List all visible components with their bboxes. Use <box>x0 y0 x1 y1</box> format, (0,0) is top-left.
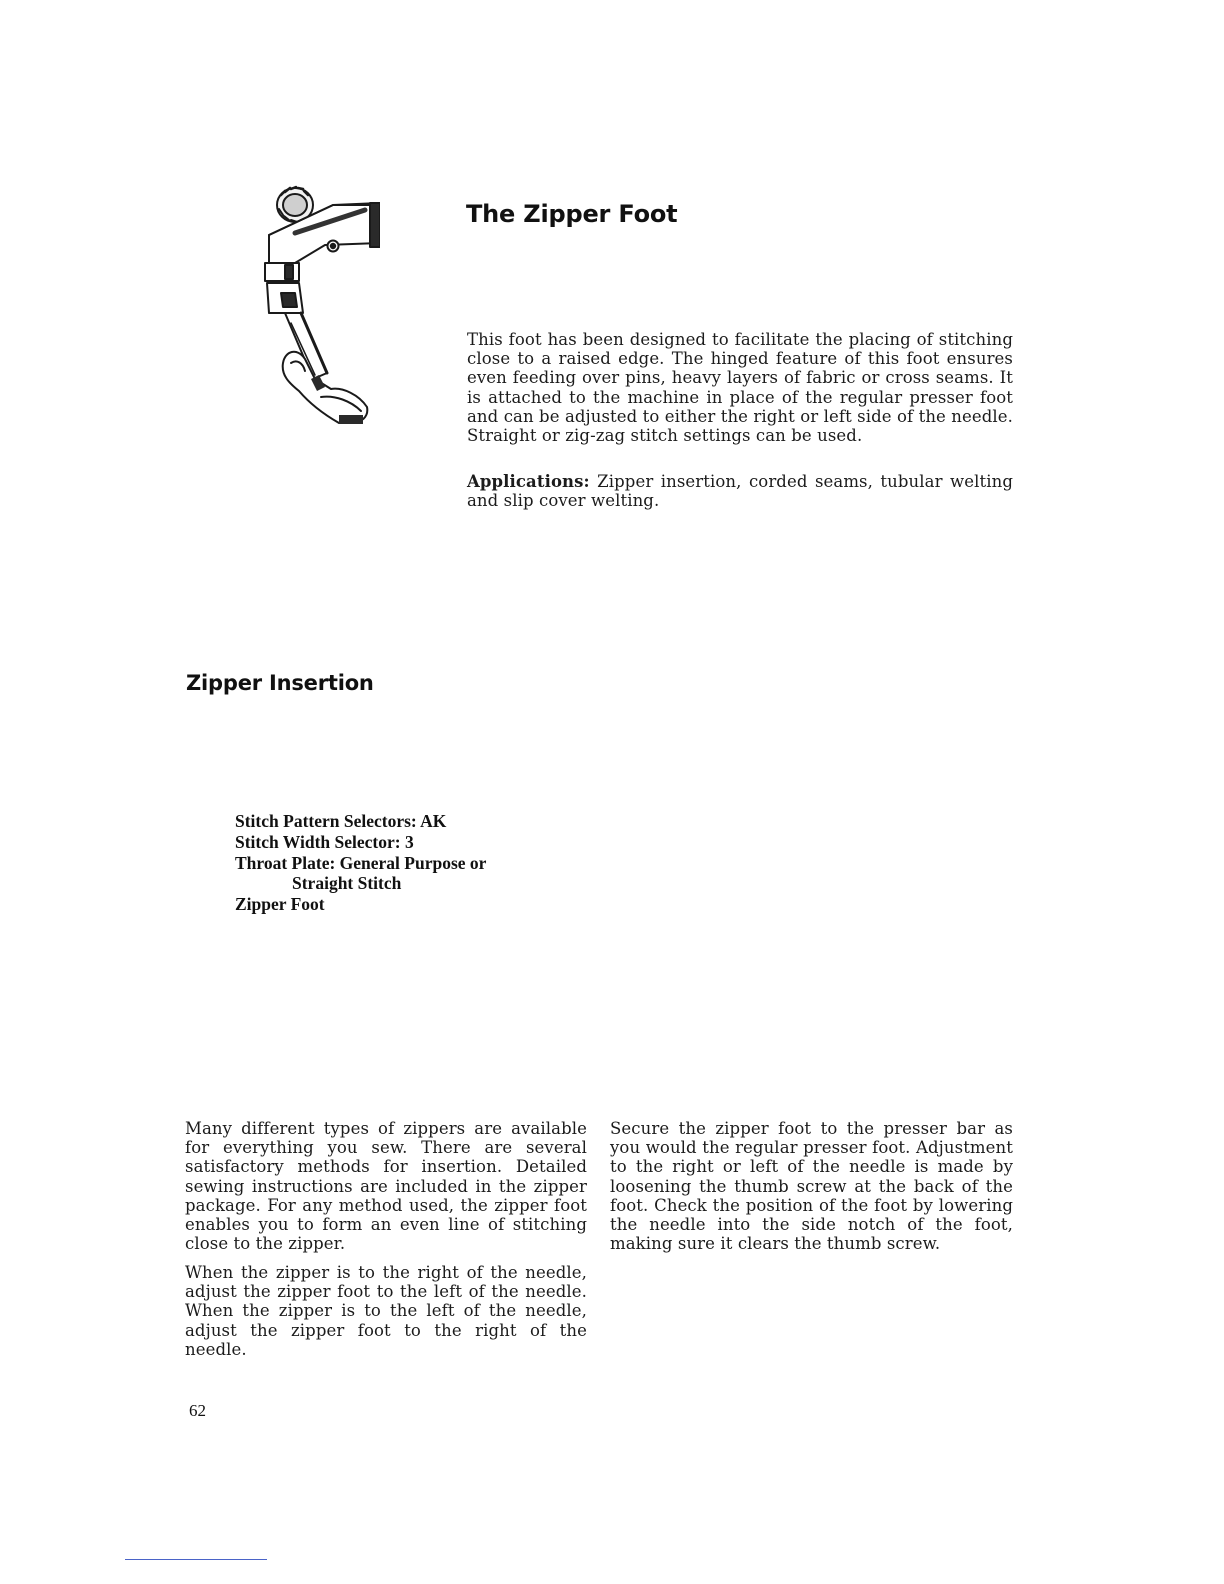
setting-throat-plate-continued: Straight Stitch <box>292 873 402 894</box>
applications-label: Applications: <box>467 472 590 491</box>
right-column-paragraph: Secure the zipper foot to the presser bar as you would the regular presser foot. Adjustment to the right or left of the needle is made by loosening the thumb screw at the back of the foot. Check the position of the foot by lowering the needle into the side notch of the foot, making sure it clears the thumb screw. <box>610 1119 1013 1254</box>
section-title: Zipper Insertion <box>186 671 374 695</box>
machine-settings-list <box>235 811 486 915</box>
intro-paragraph: This foot has been designed to facilitate the placing of stitching close to a raised edge. The hinged feature of this foot ensures even feeding over pins, heavy layers of fabric or cross seams. It is attached to the machine in place of the regular presser foot and can be adjusted to either the right or left side of the needle. Straight or zig-zag stitch settings can be used. <box>467 330 1013 446</box>
setting-throat-plate: Throat Plate: General Purpose or <box>235 852 487 873</box>
setting-stitch-width: Stitch Width Selector: 3 <box>235 831 414 852</box>
page-number: 62 <box>189 1401 206 1420</box>
page-title: The Zipper Foot <box>466 200 678 228</box>
footer-rule <box>125 1559 267 1560</box>
setting-foot: Zipper Foot <box>235 894 325 915</box>
applications-text: Zipper insertion, corded seams, tubular welting and slip cover welting. <box>467 472 1013 511</box>
zipper-foot-illustration <box>255 183 380 433</box>
left-column-paragraph: Many different types of zippers are available for everything you sew. There are several satisfactory methods for insertion. Detailed sewing instructions are included in the zipper package. For any method used, the zipper foot enables you to form an even line of stitching close to the zipper. <box>185 1119 587 1254</box>
setting-stitch-pattern: Stitch Pattern Selectors: AK <box>235 811 447 831</box>
left-column-paragraph: When the zipper is to the right of the needle, adjust the zipper foot to the left of the needle. When the zipper is to the left of the needle, adjust the zipper foot to the right of the needle. <box>185 1263 587 1359</box>
applications-paragraph <box>467 472 1013 510</box>
